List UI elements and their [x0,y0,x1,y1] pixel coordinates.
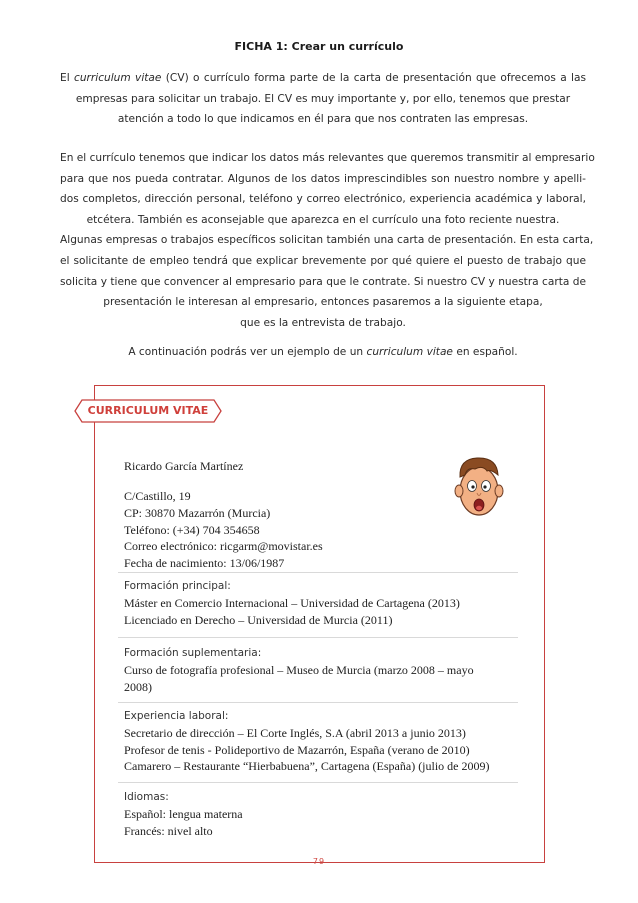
section-divider [118,702,518,703]
example-intro: A continuación podrás ver un ejemplo de un curriculum vitae en español. [128,346,518,358]
body-line: el solicitante de empleo tendrá que explicar brevemente por qué quiere el puesto de trabajo que [60,254,586,267]
intro-line-2: empresas para solicitar un trabajo. El CV es muy importante y, por ello, tenemos que prestar [75,92,571,105]
cv-postal-code: CP: 30870 Mazarrón (Murcia) [124,505,271,520]
cv-item: Secretario de dirección – El Corte Inglés, S.A (abril 2013 a junio 2013) [124,725,466,740]
cv-email: Correo electrónico: ricgarm@movistar.es [124,539,323,554]
cv-section-suplementaria [124,645,524,695]
cv-section-idiomas [124,789,524,839]
body-line: solicita y tiene que convencer al empresario para que le contrate. Si nuestro CV y nuestra carta de [60,275,586,288]
intro-line-1: El curriculum vitae (CV) o currículo forma parte de la carta de presentación que ofrecemos a las [60,72,586,84]
body-line: dos completos, dirección personal, teléfono y correo electrónico, experiencia académica y laboral, [60,193,586,206]
page-number: 79 [312,857,326,866]
cartoon-face-icon [453,453,505,523]
body-line: Algunas empresas o trabajos específicos solicitan también una carta de presentación. En esta carta, [60,234,594,247]
cv-item: Curso de fotografía profesional – Museo de Murcia (marzo 2008 – mayo [124,662,474,677]
cv-section-experiencia [124,708,524,775]
section-label: Formación suplementaria: [124,647,262,659]
section-divider [118,637,518,638]
cv-address: C/Castillo, 19 [124,489,191,503]
cv-item: 2008) [124,679,152,694]
cv-item: Español: lengua materna [124,806,243,821]
body-line: presentación le interesan al empresario, entonces pasaremos a la siguiente etapa, [103,296,543,309]
section-divider [118,782,518,783]
intro-line-3: atención a todo lo que indicamos en él para que nos contraten las empresas. [117,113,529,126]
cv-item: Francés: nivel alto [124,823,213,838]
cv-item: Máster en Comercio Internacional – Universidad de Cartagena (2013) [124,595,460,610]
cv-item: Licenciado en Derecho – Universidad de Murcia (2011) [124,612,393,627]
body-paragraph [60,148,595,333]
cv-name: Ricardo García Martínez [124,459,244,473]
cv-item: Camarero – Restaurante “Hierbabuena”, Cartagena (España) (julio de 2009) [124,759,490,774]
section-label: Experiencia laboral: [124,710,229,722]
body-line: En el currículo tenemos que indicar los datos más relevantes que queremos transmitir al empresario [60,152,595,164]
body-line: que es la entrevista de trabajo. [240,316,406,329]
cv-item: Profesor de tenis - Polideportivo de Mazarrón, España (verano de 2010) [124,742,470,757]
body-line: para que nos pueda contratar. Algunos de los datos imprescindibles son nuestro nombre y apelli- [60,172,586,185]
section-label: Formación principal: [124,580,231,592]
intro-paragraph [60,68,586,130]
page-title: FICHA 1: Crear un currículo [234,40,404,53]
cv-heading: CURRICULUM VITAE [87,404,209,417]
cv-contact [124,488,454,572]
section-label: Idiomas: [124,791,169,803]
section-divider [118,572,518,573]
cv-phone: Teléfono: (+34) 704 354658 [124,522,260,537]
cv-birth-date: Fecha de nacimiento: 13/06/1987 [124,556,285,571]
body-line: etcétera. También es aconsejable que aparezca en el currículo una foto reciente nuestra. [86,213,560,226]
cv-section-formacion [124,578,524,628]
